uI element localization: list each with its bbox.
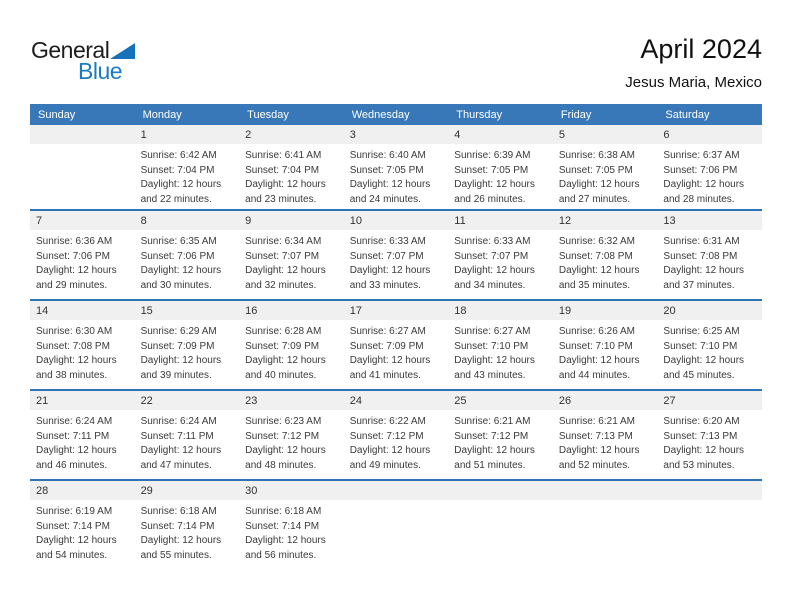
day-info-line: Daylight: 12 hours	[140, 179, 222, 190]
day-info	[454, 325, 549, 383]
day-number	[350, 481, 445, 500]
day-info-line: Sunset: 7:12 PM	[454, 430, 529, 442]
day-info-line: and 27 minutes.	[558, 193, 631, 205]
day-info-line: Sunset: 7:07 PM	[454, 250, 529, 262]
day-info-line: Sunset: 7:11 PM	[36, 430, 110, 442]
day-info-line: Daylight: 12 hours	[454, 179, 535, 190]
day-info-line: Sunset: 7:07 PM	[349, 250, 424, 262]
day-number: 24	[349, 394, 362, 407]
calendar-day-cell-7	[30, 211, 135, 299]
day-number: 25	[454, 394, 467, 407]
day-info-line: Daylight: 12 hours	[558, 179, 640, 190]
day-info-line: and 49 minutes.	[349, 459, 421, 471]
day-number: 9	[245, 214, 252, 227]
calendar-day-cell-27	[657, 391, 762, 479]
day-info-line: Sunset: 7:05 PM	[454, 164, 529, 176]
day-info-line: Daylight: 12 hours	[36, 355, 117, 366]
calendar-day-cell-14	[30, 301, 135, 389]
day-number: 15	[140, 304, 153, 317]
day-info-line: and 26 minutes.	[454, 193, 526, 205]
day-info-line: Sunset: 7:04 PM	[245, 164, 320, 176]
day-info-line: Daylight: 12 hours	[140, 265, 222, 276]
day-number: 12	[558, 214, 572, 227]
day-info-line: Daylight: 12 hours	[349, 179, 431, 190]
day-info	[141, 325, 236, 383]
day-info-line: Sunrise: 6:30 AM	[36, 326, 113, 337]
calendar-day-cell-empty	[553, 481, 658, 569]
day-info	[350, 325, 445, 383]
day-info-line: and 29 minutes.	[36, 279, 108, 291]
day-number: 23	[245, 394, 258, 407]
day-number: 28	[36, 484, 49, 497]
day-info-line: Daylight: 12 hours	[558, 355, 640, 366]
day-info-line: Sunrise: 6:39 AM	[454, 150, 531, 161]
day-info-line: and 35 minutes.	[558, 279, 631, 291]
day-info-line: Sunrise: 6:41 AM	[245, 150, 322, 161]
day-info	[141, 415, 236, 473]
day-info-line: and 44 minutes.	[558, 369, 631, 381]
calendar-day-cell-30	[239, 481, 344, 569]
calendar-day-cell-15	[135, 301, 240, 389]
day-info	[141, 235, 236, 293]
week-row	[30, 389, 762, 479]
calendar-day-cell-11	[448, 211, 553, 299]
title-block	[625, 33, 762, 93]
day-info-line: Sunrise: 6:20 AM	[663, 416, 740, 427]
calendar-day-cell-23	[239, 391, 344, 479]
calendar-day-cell-empty	[657, 481, 762, 569]
day-info-line: Daylight: 12 hours	[245, 535, 326, 546]
day-info-line: Daylight: 12 hours	[349, 355, 431, 366]
day-info-line: Daylight: 12 hours	[454, 355, 535, 366]
calendar-day-cell-empty	[448, 481, 553, 569]
day-info-line: Daylight: 12 hours	[36, 535, 117, 546]
calendar-day-cell-2	[239, 125, 344, 209]
logo-triangle-icon	[110, 43, 135, 59]
day-info-line: Sunset: 7:06 PM	[36, 250, 110, 262]
calendar-day-cell-13	[657, 211, 762, 299]
day-info-line: Sunrise: 6:25 AM	[663, 326, 740, 337]
day-info-line: Sunrise: 6:38 AM	[558, 150, 635, 161]
day-number: 5	[558, 128, 565, 141]
day-info-line: and 33 minutes.	[349, 279, 421, 291]
day-header-monday: Monday	[142, 108, 182, 121]
calendar-day-cell-12	[553, 211, 658, 299]
day-info	[141, 149, 236, 207]
day-info	[36, 505, 131, 563]
day-info	[454, 149, 549, 207]
day-info	[141, 505, 236, 563]
day-info-line: and 28 minutes.	[663, 193, 735, 205]
day-info-line: Daylight: 12 hours	[663, 265, 745, 276]
day-info-line: Sunset: 7:10 PM	[558, 340, 633, 352]
day-number: 17	[349, 304, 362, 317]
calendar-day-cell-1	[135, 125, 240, 209]
calendar-day-cell-16	[239, 301, 344, 389]
day-info-line: Sunset: 7:13 PM	[663, 430, 738, 442]
day-info-line: Sunrise: 6:21 AM	[558, 416, 635, 427]
day-number: 3	[349, 128, 356, 141]
day-info-line: and 55 minutes.	[140, 549, 212, 561]
day-info-line: Sunrise: 6:32 AM	[558, 236, 635, 247]
day-info-line: Sunrise: 6:27 AM	[349, 326, 426, 337]
calendar-day-cell-20	[657, 301, 762, 389]
day-info	[663, 235, 758, 293]
day-info-line: Daylight: 12 hours	[663, 179, 745, 190]
week-row	[30, 209, 762, 299]
day-header-wednesday: Wednesday	[351, 108, 410, 121]
day-info-line: Sunrise: 6:35 AM	[140, 236, 217, 247]
day-info-line: Sunset: 7:14 PM	[140, 520, 215, 532]
day-number: 1	[140, 128, 147, 141]
day-info-line: and 52 minutes.	[558, 459, 631, 471]
calendar-day-cell-21	[30, 391, 135, 479]
day-info-line: Sunset: 7:12 PM	[349, 430, 424, 442]
day-info-line: Sunset: 7:11 PM	[140, 430, 214, 442]
day-info-line: Daylight: 12 hours	[558, 445, 640, 456]
calendar-day-cell-17	[344, 301, 449, 389]
day-info-line: Sunrise: 6:27 AM	[454, 326, 531, 337]
calendar-weeks	[30, 125, 762, 569]
day-info-line: and 24 minutes.	[349, 193, 421, 205]
day-info-line: Daylight: 12 hours	[36, 445, 117, 456]
day-info-line: Sunset: 7:09 PM	[245, 340, 320, 352]
day-info-line: Daylight: 12 hours	[454, 445, 535, 456]
day-number: 16	[245, 304, 258, 317]
week-row	[30, 479, 762, 569]
day-header-sunday: Sunday	[38, 108, 76, 121]
calendar-day-cell-8	[135, 211, 240, 299]
day-number: 10	[349, 214, 362, 227]
day-info-line: and 30 minutes.	[140, 279, 212, 291]
day-number: 18	[454, 304, 467, 317]
day-info-line: Sunrise: 6:33 AM	[454, 236, 531, 247]
day-info-line: Daylight: 12 hours	[454, 265, 535, 276]
calendar-day-cell-10	[344, 211, 449, 299]
calendar-day-cell-22	[135, 391, 240, 479]
day-number: 20	[663, 304, 676, 317]
day-info-line: Daylight: 12 hours	[140, 355, 222, 366]
day-header-row	[30, 104, 762, 125]
day-info-line: Sunrise: 6:40 AM	[349, 150, 426, 161]
day-info-line: Sunset: 7:07 PM	[245, 250, 320, 262]
day-number: 30	[245, 484, 258, 497]
day-info	[663, 415, 758, 473]
day-info-line: Sunrise: 6:18 AM	[140, 506, 217, 517]
day-number: 6	[663, 128, 670, 141]
week-row	[30, 125, 762, 209]
day-number: 4	[454, 128, 461, 141]
day-info-line: Sunset: 7:08 PM	[558, 250, 633, 262]
day-info	[559, 325, 654, 383]
day-info	[454, 415, 549, 473]
day-info-line: Daylight: 12 hours	[349, 265, 431, 276]
day-number	[36, 125, 131, 144]
day-info-line: and 40 minutes.	[245, 369, 317, 381]
day-number: 26	[558, 394, 572, 407]
page-title: April 2024	[640, 34, 762, 64]
day-info-line: Daylight: 12 hours	[663, 445, 745, 456]
calendar-day-cell-24	[344, 391, 449, 479]
day-info-line: Sunset: 7:06 PM	[663, 164, 738, 176]
calendar-day-cell-18	[448, 301, 553, 389]
day-info-line: Sunrise: 6:23 AM	[245, 416, 322, 427]
day-info-line: Sunset: 7:04 PM	[140, 164, 215, 176]
day-info-line: Sunrise: 6:42 AM	[140, 150, 217, 161]
day-info-line: Sunrise: 6:26 AM	[558, 326, 635, 337]
day-info	[663, 149, 758, 207]
day-header-saturday: Saturday	[665, 108, 710, 121]
day-info-line: Sunset: 7:14 PM	[245, 520, 320, 532]
day-info-line: Sunrise: 6:34 AM	[245, 236, 322, 247]
day-number: 13	[663, 214, 676, 227]
day-info	[36, 325, 131, 383]
day-number	[454, 481, 549, 500]
day-info-line: Sunrise: 6:31 AM	[663, 236, 740, 247]
day-info-line: and 41 minutes.	[349, 369, 421, 381]
calendar-day-cell-empty	[30, 125, 135, 209]
day-info	[559, 235, 654, 293]
day-info-line: and 45 minutes.	[663, 369, 735, 381]
calendar-day-cell-19	[553, 301, 658, 389]
day-info-line: Daylight: 12 hours	[140, 445, 222, 456]
day-info-line: Sunrise: 6:37 AM	[663, 150, 740, 161]
day-info-line: Sunrise: 6:24 AM	[36, 416, 113, 427]
day-info-line: Sunset: 7:09 PM	[140, 340, 215, 352]
day-info-line: Sunrise: 6:36 AM	[36, 236, 113, 247]
day-info-line: and 34 minutes.	[454, 279, 526, 291]
day-info-line: Sunset: 7:14 PM	[36, 520, 110, 532]
calendar	[30, 104, 762, 569]
calendar-day-cell-28	[30, 481, 135, 569]
day-info-line: Sunset: 7:05 PM	[558, 164, 633, 176]
day-info-line: Daylight: 12 hours	[140, 535, 222, 546]
day-info-line: and 22 minutes.	[140, 193, 212, 205]
day-info	[36, 235, 131, 293]
calendar-day-cell-25	[448, 391, 553, 479]
day-number: 14	[36, 304, 49, 317]
day-number: 2	[245, 128, 252, 141]
day-info-line: and 37 minutes.	[663, 279, 735, 291]
day-info-line: and 48 minutes.	[245, 459, 317, 471]
day-info	[350, 149, 445, 207]
calendar-day-cell-empty	[344, 481, 449, 569]
day-info	[245, 415, 340, 473]
day-info-line: Sunrise: 6:19 AM	[36, 506, 113, 517]
day-info-line: Sunrise: 6:28 AM	[245, 326, 322, 337]
day-info-line: and 39 minutes.	[140, 369, 212, 381]
day-info-line: Daylight: 12 hours	[36, 265, 117, 276]
day-info	[245, 235, 340, 293]
day-number: 8	[140, 214, 147, 227]
day-info-line: Daylight: 12 hours	[245, 445, 326, 456]
day-info-line: Sunset: 7:05 PM	[349, 164, 424, 176]
day-info-line: Daylight: 12 hours	[349, 445, 431, 456]
day-info-line: and 56 minutes.	[245, 549, 317, 561]
day-info	[245, 505, 340, 563]
calendar-day-cell-6	[657, 125, 762, 209]
day-info-line: Daylight: 12 hours	[663, 355, 745, 366]
day-info-line: Sunset: 7:06 PM	[140, 250, 215, 262]
day-number	[559, 481, 654, 500]
day-header-thursday: Thursday	[456, 108, 503, 121]
day-info-line: Sunrise: 6:18 AM	[245, 506, 322, 517]
day-header-friday: Friday	[560, 108, 592, 121]
day-info-line: Sunset: 7:08 PM	[663, 250, 738, 262]
day-info	[245, 149, 340, 207]
day-number	[663, 481, 758, 500]
day-info-line: Sunrise: 6:21 AM	[454, 416, 531, 427]
day-number: 22	[140, 394, 153, 407]
day-info	[350, 415, 445, 473]
day-info-line: Sunset: 7:10 PM	[663, 340, 738, 352]
day-info-line: and 38 minutes.	[36, 369, 108, 381]
week-row	[30, 299, 762, 389]
day-info-line: Daylight: 12 hours	[245, 355, 326, 366]
day-number: 7	[36, 214, 43, 227]
day-info	[36, 415, 131, 473]
day-info-line: Sunrise: 6:29 AM	[140, 326, 217, 337]
day-info-line: Daylight: 12 hours	[245, 265, 326, 276]
calendar-day-cell-9	[239, 211, 344, 299]
day-number: 29	[140, 484, 153, 497]
page-subtitle: Jesus Maria, Mexico	[625, 74, 762, 91]
day-info-line: and 23 minutes.	[245, 193, 317, 205]
day-info-line: and 46 minutes.	[36, 459, 108, 471]
day-info	[350, 235, 445, 293]
general-blue-logo	[31, 38, 151, 86]
day-info-line: Sunset: 7:09 PM	[349, 340, 424, 352]
day-info	[663, 325, 758, 383]
day-info-line: Sunset: 7:08 PM	[36, 340, 110, 352]
logo-text-blue: Blue	[78, 58, 123, 84]
day-info-line: and 53 minutes.	[663, 459, 735, 471]
day-number: 27	[663, 394, 676, 407]
day-info-line: Sunset: 7:12 PM	[245, 430, 320, 442]
day-info-line: Sunrise: 6:22 AM	[349, 416, 426, 427]
calendar-day-cell-5	[553, 125, 658, 209]
day-info-line: Sunset: 7:10 PM	[454, 340, 529, 352]
logo-text-general: General	[31, 37, 110, 63]
day-info-line: and 43 minutes.	[454, 369, 526, 381]
day-info	[559, 149, 654, 207]
day-info	[245, 325, 340, 383]
calendar-day-cell-29	[135, 481, 240, 569]
day-info-line: and 54 minutes.	[36, 549, 108, 561]
day-info-line: and 51 minutes.	[454, 459, 526, 471]
day-number: 21	[36, 394, 49, 407]
day-info-line: and 32 minutes.	[245, 279, 317, 291]
day-info-line: and 47 minutes.	[140, 459, 212, 471]
day-info-line: Sunrise: 6:24 AM	[140, 416, 217, 427]
day-header-tuesday: Tuesday	[247, 108, 289, 121]
day-info-line: Sunset: 7:13 PM	[558, 430, 633, 442]
calendar-day-cell-3	[344, 125, 449, 209]
day-info	[454, 235, 549, 293]
day-number: 19	[558, 304, 572, 317]
day-info-line: Sunrise: 6:33 AM	[349, 236, 426, 247]
day-info-line: Daylight: 12 hours	[558, 265, 640, 276]
day-number: 11	[454, 214, 466, 227]
day-info-line: Daylight: 12 hours	[245, 179, 326, 190]
calendar-day-cell-4	[448, 125, 553, 209]
calendar-day-cell-26	[553, 391, 658, 479]
day-info	[559, 415, 654, 473]
